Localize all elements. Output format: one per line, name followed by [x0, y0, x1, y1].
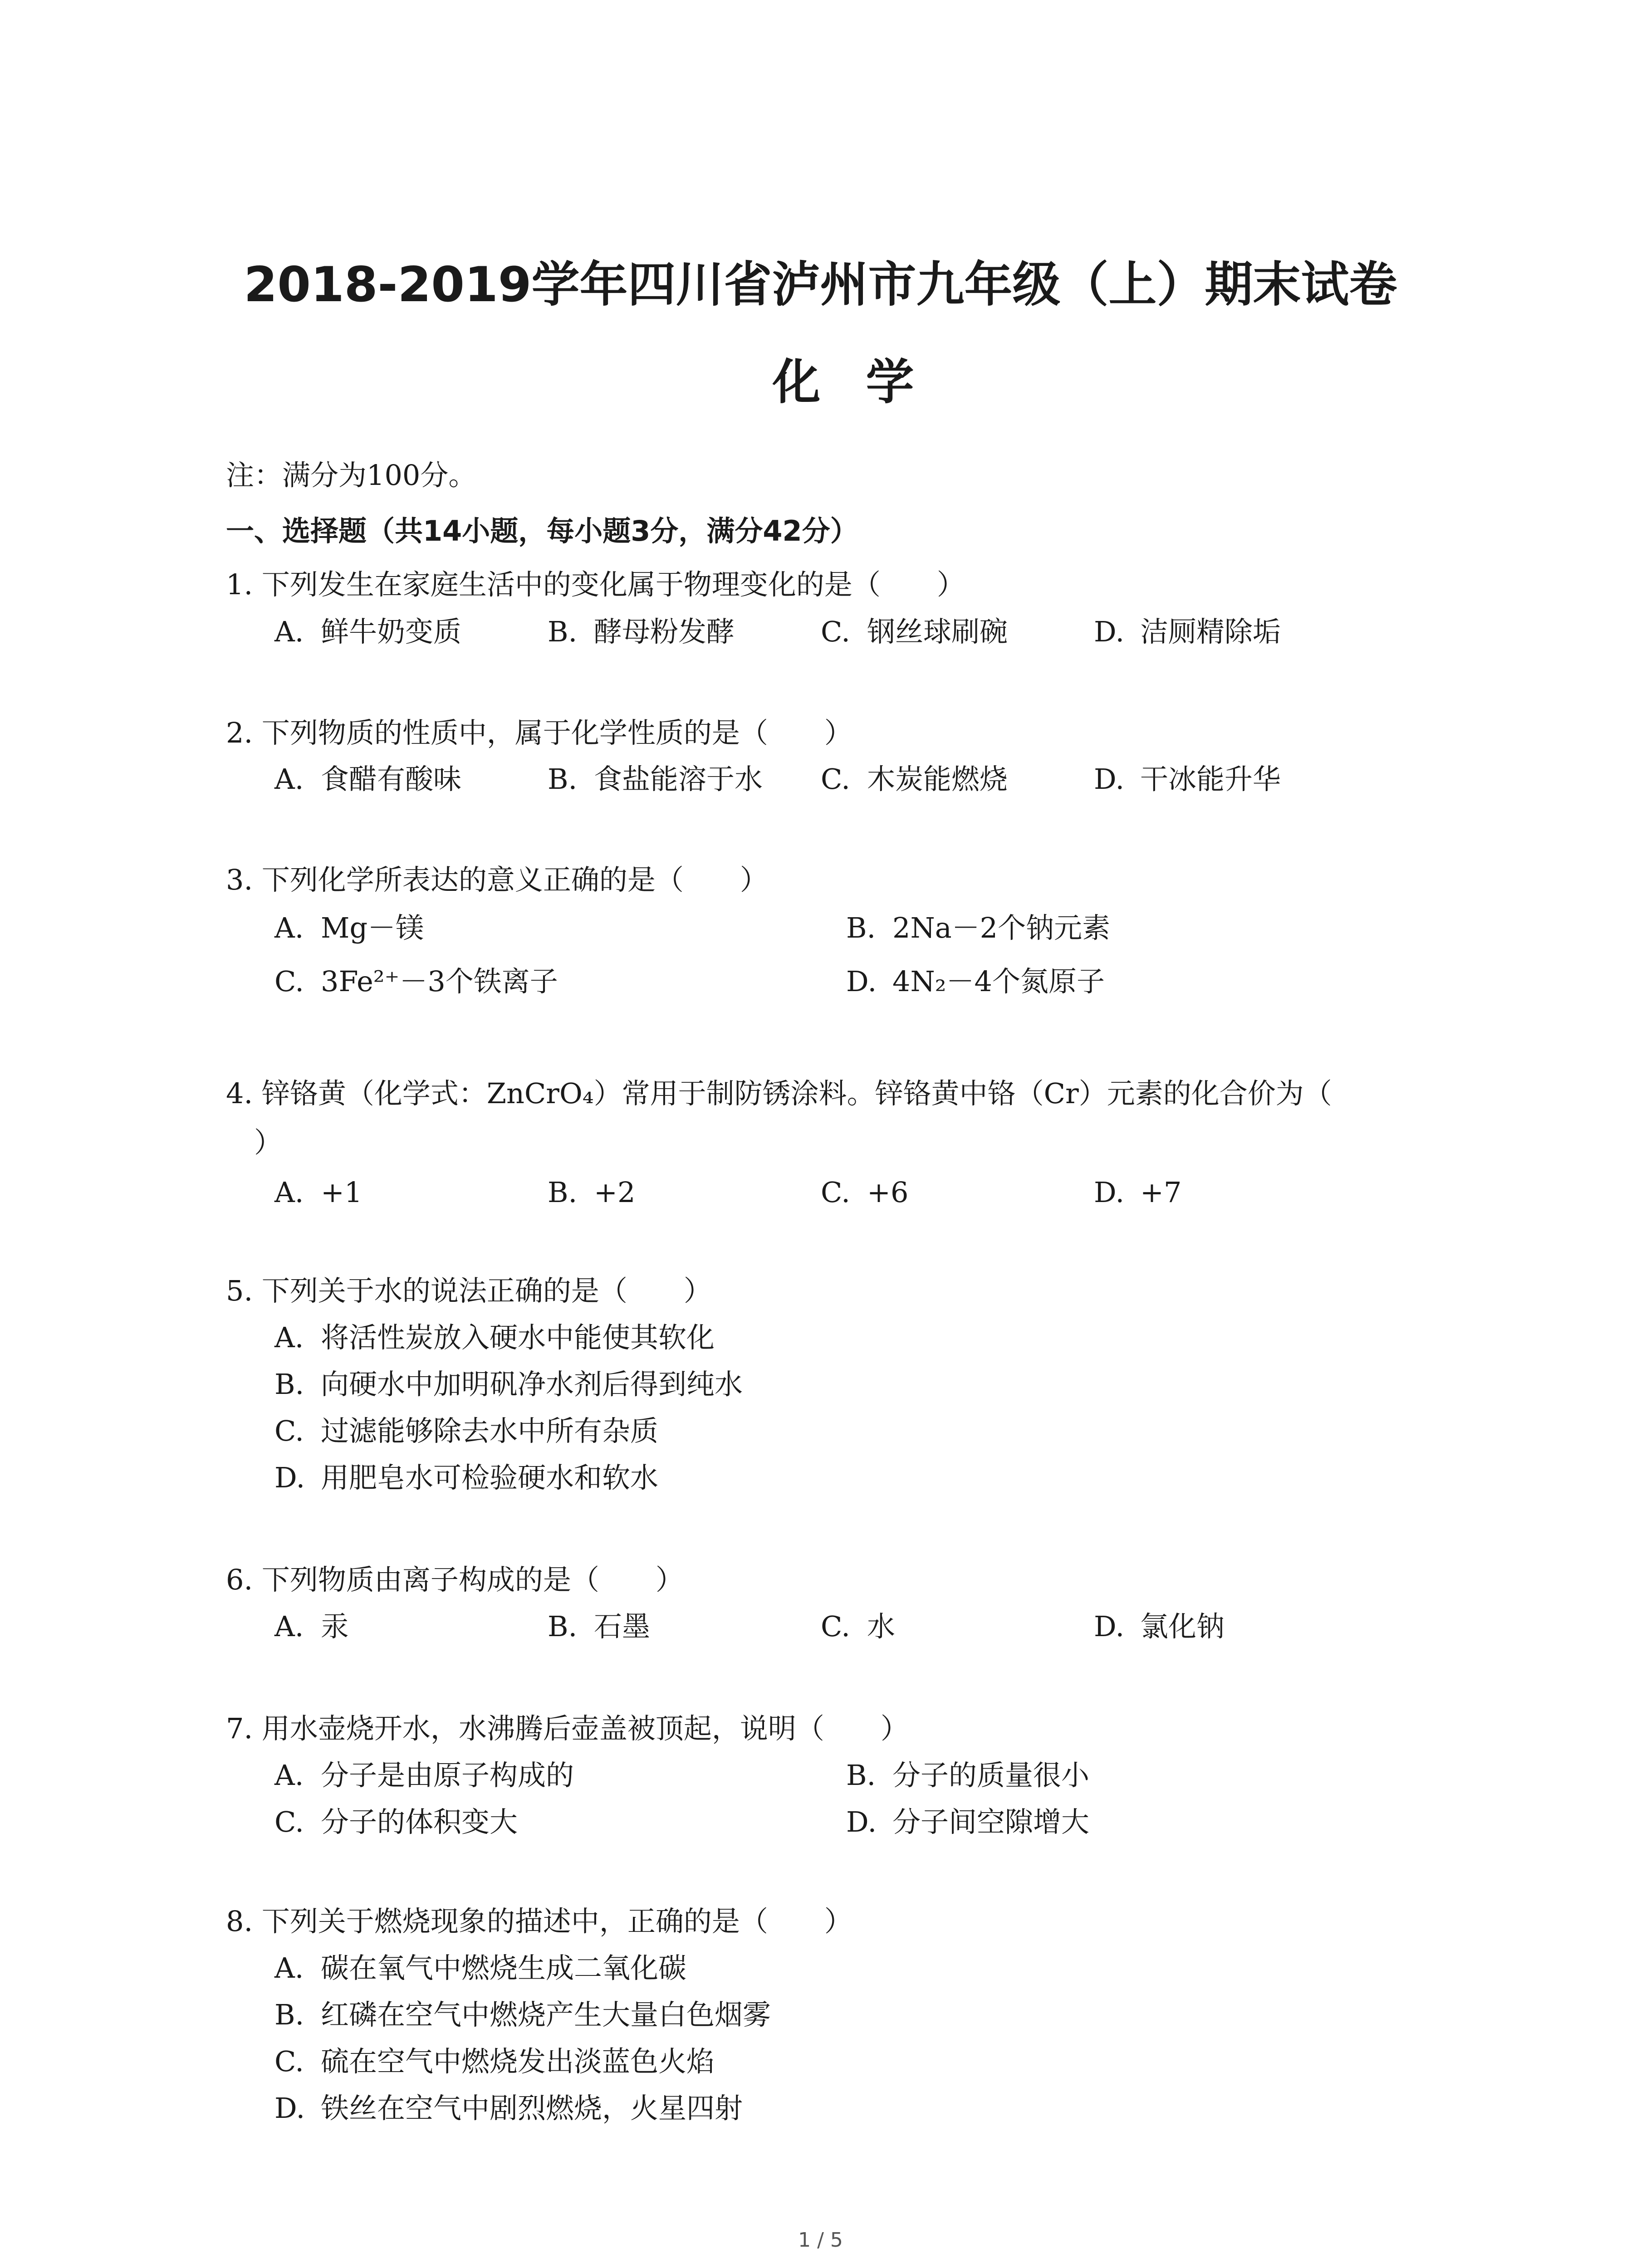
option-text: 红磷在空气中燃烧产生大量白色烟雾 [321, 1998, 771, 2031]
option-letter: A. [274, 1610, 304, 1643]
question-4-stem: 4. 锌铬黄（化学式：ZnCrO₄）常用于制防锈涂料。锌铬黄中铬（Cr）元素的化合价为（ [226, 1077, 1332, 1110]
question-1-option-d[interactable] [1094, 615, 1281, 648]
option-letter: D. [1094, 615, 1125, 648]
option-letter: B. [846, 1759, 876, 1792]
option-text: 洁厕精除垢 [1140, 615, 1281, 648]
question-8-option-a[interactable] [274, 1951, 687, 1984]
section-heading: 一、选择题（共14小题，每小题3分，满分42分） [226, 514, 858, 547]
option-letter: A. [274, 763, 304, 796]
option-text: 向硬水中加明矾净水剂后得到纯水 [321, 1368, 743, 1401]
option-text: 2Na－2个钠元素 [892, 911, 1111, 944]
option-letter: B. [846, 911, 876, 944]
option-letter: C. [274, 965, 304, 998]
question-3-stem: 3. 下列化学所表达的意义正确的是（ ） [226, 863, 768, 896]
option-text: 鲜牛奶变质 [321, 615, 462, 648]
option-text: +2 [594, 1176, 636, 1209]
question-5-option-c[interactable] [274, 1414, 659, 1447]
option-text: 碳在氧气中燃烧生成二氧化碳 [321, 1951, 687, 1984]
option-letter: D. [846, 1805, 877, 1838]
question-8-stem: 8. 下列关于燃烧现象的描述中，正确的是（ ） [226, 1905, 852, 1938]
question-5-option-a[interactable] [274, 1321, 715, 1354]
option-letter: A. [274, 1176, 304, 1209]
question-4-option-d[interactable] [1094, 1178, 1181, 1207]
subject-title: 化学 [772, 354, 960, 410]
option-text: 钢丝球刷碗 [867, 615, 1008, 648]
option-letter: B. [548, 615, 578, 648]
option-text: 过滤能够除去水中所有杂质 [321, 1414, 659, 1447]
question-2-option-d[interactable] [1094, 763, 1281, 796]
option-letter: C. [821, 1610, 850, 1643]
option-text: 汞 [321, 1610, 349, 1643]
option-text: 食醋有酸味 [321, 763, 462, 796]
option-text: 分子间空隙增大 [892, 1805, 1090, 1838]
option-text: 4N₂－4个氮原子 [892, 965, 1105, 998]
option-letter: B. [274, 1368, 304, 1401]
option-letter: C. [821, 763, 850, 796]
exam-title: 2018-2019学年四川省泸州市九年级（上）期末试卷 [244, 257, 1397, 313]
option-letter: B. [274, 1998, 304, 2031]
question-7-option-c[interactable] [274, 1805, 518, 1838]
question-6-option-d[interactable] [1094, 1610, 1225, 1643]
question-3-option-a[interactable] [274, 911, 424, 944]
option-text: 分子的质量很小 [892, 1759, 1090, 1792]
option-letter: B. [548, 1610, 578, 1643]
question-7-option-b[interactable] [846, 1759, 1090, 1792]
option-text: 分子是由原子构成的 [321, 1759, 574, 1792]
question-1-option-a[interactable] [274, 615, 462, 648]
option-letter: A. [274, 911, 304, 944]
question-4-option-b[interactable] [548, 1178, 635, 1207]
question-3-option-c[interactable] [274, 965, 558, 998]
question-2-option-c[interactable] [821, 763, 1008, 796]
option-letter: C. [274, 1414, 304, 1447]
question-4-stem-continued: ） [254, 1126, 283, 1159]
option-letter: A. [274, 1759, 304, 1792]
option-letter: D. [1094, 763, 1125, 796]
question-1-option-c[interactable] [821, 615, 1008, 648]
question-7-option-d[interactable] [846, 1805, 1090, 1838]
option-letter: D. [274, 1461, 305, 1494]
question-4-option-a[interactable] [274, 1178, 362, 1207]
question-6-option-b[interactable] [548, 1610, 651, 1643]
option-text: 硫在空气中燃烧发出淡蓝色火焰 [321, 2045, 715, 2078]
question-1-option-b[interactable] [548, 615, 735, 648]
question-7-stem: 7. 用水壶烧开水，水沸腾后壶盖被顶起，说明（ ） [226, 1712, 909, 1745]
option-text: Mg－镁 [321, 911, 424, 944]
question-5-option-d[interactable] [274, 1461, 659, 1494]
option-letter: C. [821, 615, 850, 648]
question-4-option-c[interactable] [821, 1178, 908, 1207]
page-number: 1 / 5 [798, 2229, 843, 2252]
option-letter: A. [274, 1951, 304, 1984]
option-letter: C. [821, 1176, 850, 1209]
option-text: 水 [867, 1610, 896, 1643]
question-3-option-b[interactable] [846, 911, 1111, 944]
option-letter: A. [274, 615, 304, 648]
option-text: 石墨 [594, 1610, 651, 1643]
option-letter: D. [1094, 1176, 1125, 1209]
question-6-option-c[interactable] [821, 1610, 896, 1643]
option-letter: B. [548, 763, 578, 796]
question-2-stem: 2. 下列物质的性质中，属于化学性质的是（ ） [226, 716, 852, 749]
option-text: 食盐能溶于水 [594, 763, 763, 796]
question-8-option-c[interactable] [274, 2045, 715, 2078]
option-text: 氯化钠 [1140, 1610, 1225, 1643]
option-letter: C. [274, 1805, 304, 1838]
option-text: 干冰能升华 [1140, 763, 1281, 796]
option-text: 3Fe²⁺－3个铁离子 [321, 965, 558, 998]
question-2-option-b[interactable] [548, 763, 763, 796]
question-8-option-d[interactable] [274, 2092, 743, 2125]
score-note: 注：满分为100分。 [226, 459, 477, 492]
option-letter: B. [548, 1176, 578, 1209]
option-text: 分子的体积变大 [321, 1805, 518, 1838]
option-text: +1 [321, 1176, 362, 1209]
question-8-option-b[interactable] [274, 1998, 771, 2031]
question-6-option-a[interactable] [274, 1610, 349, 1643]
question-7-option-a[interactable] [274, 1759, 574, 1792]
question-5-stem: 5. 下列关于水的说法正确的是（ ） [226, 1274, 712, 1307]
option-text: 酵母粉发酵 [594, 615, 735, 648]
question-2-option-a[interactable] [274, 763, 462, 796]
option-text: 木炭能燃烧 [867, 763, 1008, 796]
option-letter: D. [1094, 1610, 1125, 1643]
question-5-option-b[interactable] [274, 1368, 743, 1401]
option-text: +7 [1140, 1176, 1182, 1209]
option-letter: A. [274, 1321, 304, 1354]
question-1-stem: 1. 下列发生在家庭生活中的变化属于物理变化的是（ ） [226, 568, 965, 601]
option-text: 铁丝在空气中剧烈燃烧，火星四射 [321, 2092, 743, 2125]
option-text: +6 [867, 1176, 909, 1209]
option-letter: D. [846, 965, 877, 998]
option-text: 用肥皂水可检验硬水和软水 [321, 1461, 659, 1494]
question-6-stem: 6. 下列物质由离子构成的是（ ） [226, 1563, 684, 1596]
option-letter: D. [274, 2092, 305, 2125]
question-3-option-d[interactable] [846, 965, 1105, 998]
option-text: 将活性炭放入硬水中能使其软化 [321, 1321, 715, 1354]
option-letter: C. [274, 2045, 304, 2078]
